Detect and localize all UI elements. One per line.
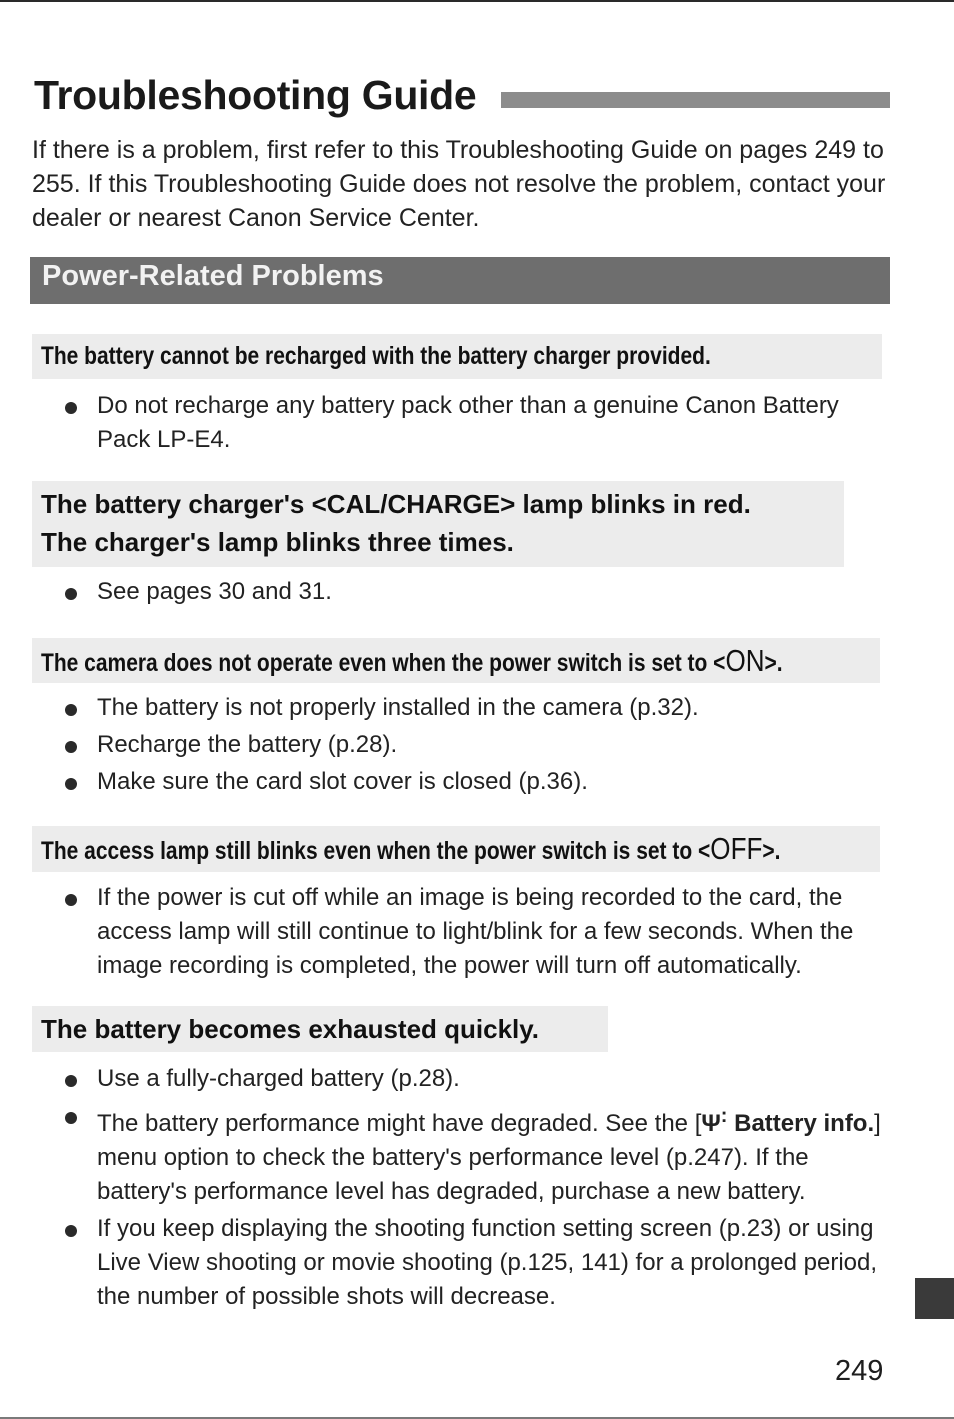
heading-suffix: >. bbox=[764, 649, 783, 677]
setup-menu-sup: : bbox=[720, 1105, 728, 1127]
chapter-tab-marker bbox=[915, 1278, 954, 1319]
solution-text bbox=[97, 1105, 881, 1205]
bullet-icon bbox=[65, 894, 77, 906]
power-on-symbol: ON bbox=[725, 643, 765, 678]
solution-text: If the power is cut off while an image is being recorded to the card, the access lamp will still continue to light/blink for a few seconds. When the image recording is completed, the power will turn off automatically. bbox=[97, 884, 854, 979]
bullet-icon bbox=[65, 588, 77, 600]
problem-heading bbox=[32, 481, 844, 567]
problem-solutions bbox=[0, 1062, 954, 1314]
problem-heading-text bbox=[41, 638, 783, 686]
solution-text: Use a fully-charged battery (p.28). bbox=[97, 1065, 460, 1092]
setup-menu-glyph: Ψ bbox=[701, 1110, 721, 1137]
problem-heading-line: The charger's lamp blinks three times. bbox=[41, 527, 514, 557]
bullet-icon bbox=[65, 1225, 77, 1237]
setup-menu-icon bbox=[701, 1105, 728, 1137]
page-number: 249 bbox=[835, 1355, 884, 1387]
solution-text: The battery is not properly installed in the camera (p.32). bbox=[97, 694, 699, 721]
title-decoration-bar bbox=[501, 92, 890, 108]
bullet-icon bbox=[65, 1075, 77, 1087]
solution-item bbox=[0, 728, 954, 762]
solution-text: Do not recharge any battery pack other than a genuine Canon Battery Pack LP-E4. bbox=[97, 392, 839, 453]
top-rule bbox=[0, 0, 954, 2]
solution-item bbox=[0, 1099, 954, 1209]
heading-suffix: >. bbox=[762, 837, 781, 865]
battery-info-menu-label: Battery info. bbox=[727, 1110, 875, 1137]
solution-text: Recharge the battery (p.28). bbox=[97, 731, 398, 758]
problem-solutions bbox=[0, 881, 954, 983]
heading-prefix: The camera does not operate even when the power switch is set to < bbox=[41, 649, 726, 677]
solution-text: If you keep displaying the shooting function setting screen (p.23) or using Live View shooting or movie shooting (p.125, 141) for a prolonged period, the number of possible shots will decrease. bbox=[97, 1215, 878, 1310]
solution-item bbox=[0, 691, 954, 725]
solution-item bbox=[0, 575, 954, 609]
problem-heading-text bbox=[41, 826, 780, 874]
solution-item bbox=[0, 765, 954, 799]
bullet-icon bbox=[65, 778, 77, 790]
solution-item bbox=[0, 1212, 954, 1314]
problem-heading bbox=[32, 334, 882, 379]
bullet-icon bbox=[65, 1112, 77, 1124]
heading-prefix: The access lamp still blinks even when the power switch is set to < bbox=[41, 837, 711, 865]
page-header bbox=[34, 72, 890, 120]
intro-paragraph: If there is a problem, first refer to this Troubleshooting Guide on pages 249 to 255. If this Troubleshooting Guide does not resolve the problem, contact your dealer or nearest Canon Service Center. bbox=[32, 136, 886, 232]
page-title: Troubleshooting Guide bbox=[34, 72, 477, 118]
solution-text-before: The battery performance might have degraded. See the [ bbox=[97, 1110, 702, 1137]
power-off-symbol: OFF bbox=[710, 831, 763, 866]
problem-heading-text: The battery cannot be recharged with the battery charger provided. bbox=[41, 342, 711, 370]
bullet-icon bbox=[65, 402, 77, 414]
section-title: Power-Related Problems bbox=[42, 260, 384, 292]
problem-heading bbox=[32, 638, 880, 683]
bullet-icon bbox=[65, 704, 77, 716]
problem-heading bbox=[32, 826, 880, 872]
bullet-icon bbox=[65, 741, 77, 753]
problem-heading-text: The battery becomes exhausted quickly. bbox=[41, 1014, 540, 1044]
problem-heading bbox=[32, 1006, 608, 1052]
problem-solutions bbox=[0, 389, 954, 457]
problem-solutions bbox=[0, 691, 954, 799]
problem-heading-line: The battery charger's <CAL/CHARGE> lamp blinks in red. bbox=[41, 489, 751, 519]
section-header bbox=[30, 257, 890, 304]
problem-solutions bbox=[0, 575, 954, 609]
solution-item bbox=[0, 1062, 954, 1096]
solution-text: Make sure the card slot cover is closed (p.36). bbox=[97, 768, 588, 795]
solution-item bbox=[0, 389, 954, 457]
solution-text-after: ] menu option to check the battery's performance level (p.247). If the battery's performance level has degraded, purchase a new battery. bbox=[97, 1110, 881, 1205]
solution-item bbox=[0, 881, 954, 983]
solution-text: See pages 30 and 31. bbox=[97, 578, 332, 605]
